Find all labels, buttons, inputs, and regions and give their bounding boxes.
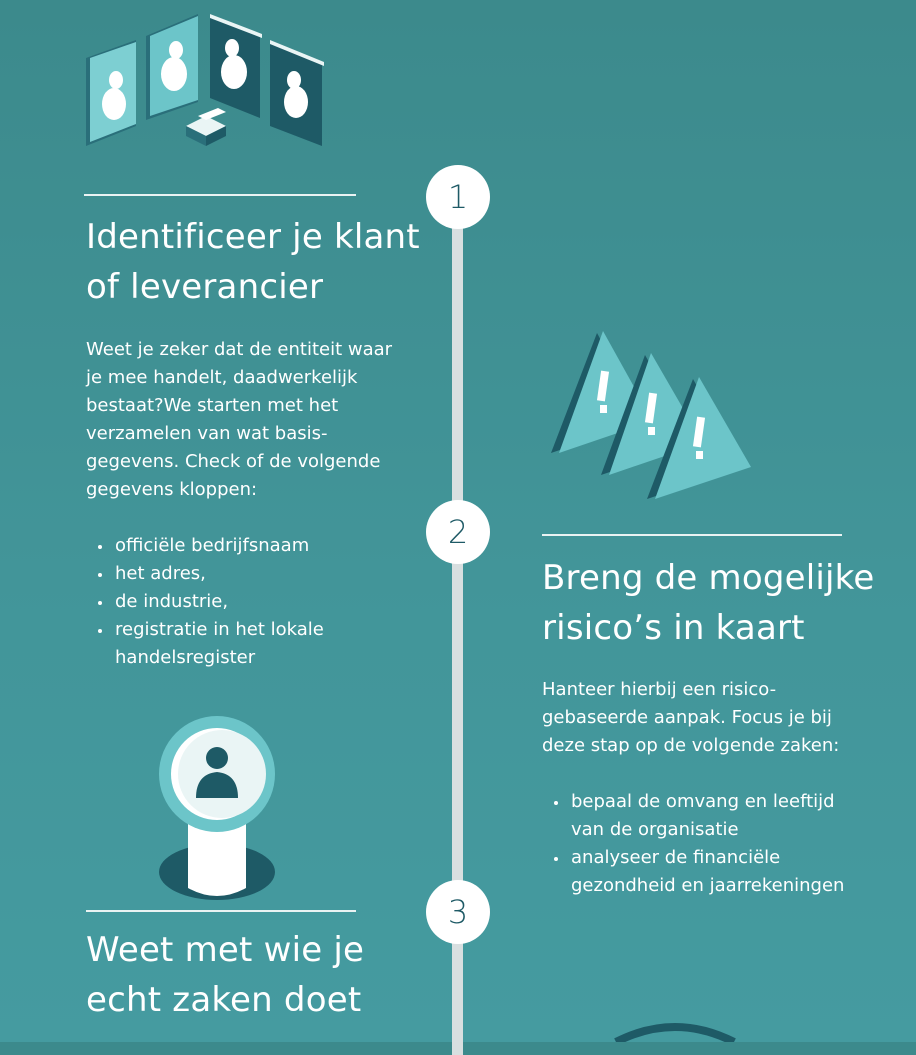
step-3-title (86, 925, 426, 1025)
step-1-title-line2: of leverancier (86, 267, 324, 307)
list-item: de industrie, (87, 588, 407, 616)
step-1-body: Weet je zeker dat de entiteit waar je mee handelt, daadwerkelijk bestaat?We starten met het verzamelen van wat basis-gegevens. Check of de volgende gegevens kloppen: (86, 339, 393, 500)
step-3-title-line2: echt zaken doet (86, 980, 362, 1020)
profiles-documents-icon (80, 8, 330, 153)
list-item: officiële bedrijfsnaam (87, 532, 407, 560)
list-item: het adres, (87, 560, 407, 588)
step-2-title (542, 553, 902, 653)
step-1-title (86, 212, 426, 312)
step-1-bullet-list (87, 532, 407, 672)
step-3-title-line1: Weet met wie je (86, 930, 365, 970)
step-number-1: 1 (426, 165, 490, 229)
step-2-bullet-list (543, 788, 873, 900)
list-item: analyseer de financiële gezondheid en jaarrekeningen (543, 844, 873, 900)
warning-triangles-icon (545, 325, 755, 503)
step-number-3: 3 (426, 880, 490, 944)
divider (542, 534, 842, 536)
person-magnifier-icon (156, 712, 280, 904)
step-2-title-line1: Breng de mogelijke (542, 558, 875, 598)
step-1-title-line1: Identificeer je klant (86, 217, 420, 257)
list-item: registratie in het lokale handelsregister (87, 616, 407, 672)
step-number-2: 2 (426, 500, 490, 564)
divider (84, 194, 356, 196)
step-2-title-line2: risico’s in kaart (542, 608, 805, 648)
divider (86, 910, 356, 912)
step-2-body: Hanteer hierbij een risico-gebaseerde aanpak. Focus je bij deze stap op de volgende zaken: (542, 679, 840, 756)
list-item: bepaal de omvang en leeftijd van de organisatie (543, 788, 873, 844)
next-illustration-icon (612, 1020, 738, 1042)
